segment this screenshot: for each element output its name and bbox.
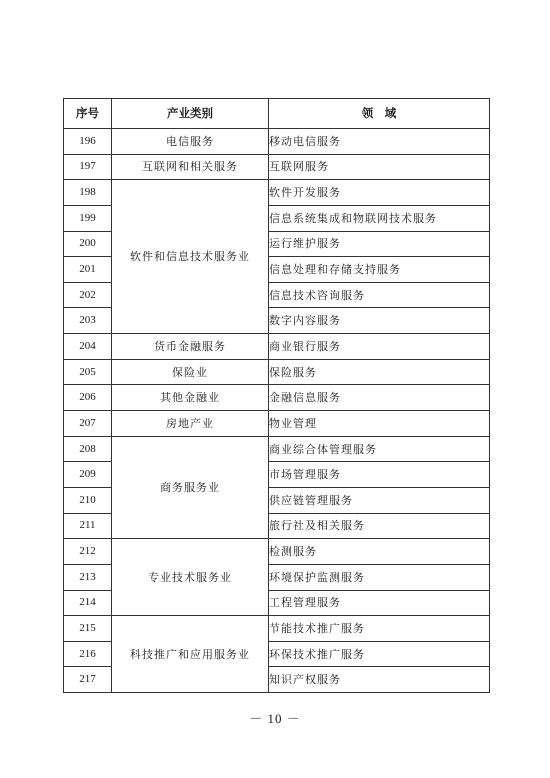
row-domain: 商业银行服务 <box>269 334 490 360</box>
row-num: 216 <box>64 641 112 667</box>
row-num: 211 <box>64 513 112 539</box>
row-domain: 检测服务 <box>269 539 490 565</box>
row-num: 210 <box>64 487 112 513</box>
row-domain: 市场管理服务 <box>269 462 490 488</box>
row-num: 196 <box>64 129 112 155</box>
header-num: 序号 <box>64 99 112 129</box>
row-category: 软件和信息技术服务业 <box>112 180 269 334</box>
row-domain: 供应链管理服务 <box>269 487 490 513</box>
row-domain: 金融信息服务 <box>269 385 490 411</box>
row-domain: 互联网服务 <box>269 154 490 180</box>
table-row <box>64 129 490 155</box>
table-row <box>64 411 490 437</box>
row-num: 202 <box>64 282 112 308</box>
row-num: 198 <box>64 180 112 206</box>
row-num: 204 <box>64 334 112 360</box>
row-num: 209 <box>64 462 112 488</box>
row-num: 199 <box>64 205 112 231</box>
row-num: 214 <box>64 590 112 616</box>
row-domain: 物业管理 <box>269 411 490 437</box>
row-domain: 信息系统集成和物联网技术服务 <box>269 205 490 231</box>
table-header-row <box>64 99 490 129</box>
row-domain: 工程管理服务 <box>269 590 490 616</box>
table-row <box>64 436 490 462</box>
row-domain: 移动电信服务 <box>269 129 490 155</box>
row-category: 保险业 <box>112 359 269 385</box>
table-row <box>64 334 490 360</box>
row-num: 208 <box>64 436 112 462</box>
row-num: 203 <box>64 308 112 334</box>
row-num: 212 <box>64 539 112 565</box>
row-domain: 信息技术咨询服务 <box>269 282 490 308</box>
header-domain: 领 域 <box>269 99 490 129</box>
row-category: 房地产业 <box>112 411 269 437</box>
row-num: 200 <box>64 231 112 257</box>
row-domain: 知识产权服务 <box>269 667 490 693</box>
table-row <box>64 539 490 565</box>
table-row <box>64 616 490 642</box>
row-category: 互联网和相关服务 <box>112 154 269 180</box>
page-number: － 10 － <box>249 711 301 726</box>
row-category: 专业技术服务业 <box>112 539 269 616</box>
table-row <box>64 385 490 411</box>
row-num: 217 <box>64 667 112 693</box>
table-row <box>64 359 490 385</box>
row-num: 213 <box>64 564 112 590</box>
row-category: 货币金融服务 <box>112 334 269 360</box>
table-row <box>64 154 490 180</box>
row-domain: 节能技术推广服务 <box>269 616 490 642</box>
row-domain: 商业综合体管理服务 <box>269 436 490 462</box>
row-num: 205 <box>64 359 112 385</box>
row-num: 206 <box>64 385 112 411</box>
row-num: 201 <box>64 257 112 283</box>
row-domain: 运行维护服务 <box>269 231 490 257</box>
row-domain: 保险服务 <box>269 359 490 385</box>
row-num: 197 <box>64 154 112 180</box>
row-num: 215 <box>64 616 112 642</box>
row-domain: 旅行社及相关服务 <box>269 513 490 539</box>
header-category: 产业类别 <box>112 99 269 129</box>
row-domain: 环境保护监测服务 <box>269 564 490 590</box>
row-category: 商务服务业 <box>112 436 269 539</box>
table-row <box>64 180 490 206</box>
row-domain: 信息处理和存储支持服务 <box>269 257 490 283</box>
row-domain: 软件开发服务 <box>269 180 490 206</box>
industry-table <box>63 98 490 693</box>
row-domain: 环保技术推广服务 <box>269 641 490 667</box>
row-category: 电信服务 <box>112 129 269 155</box>
row-num: 207 <box>64 411 112 437</box>
row-category: 其他金融业 <box>112 385 269 411</box>
row-domain: 数字内容服务 <box>269 308 490 334</box>
row-category: 科技推广和应用服务业 <box>112 616 269 693</box>
